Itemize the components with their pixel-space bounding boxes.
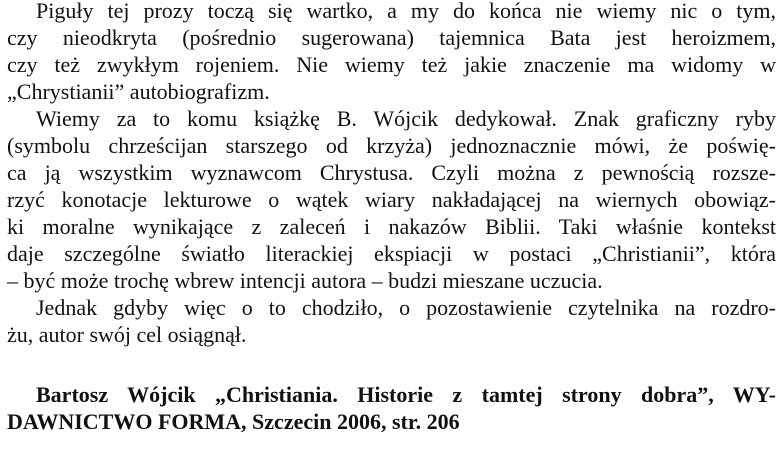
text-line: żu, autor swój cel osiągnął. xyxy=(7,322,247,347)
text-line: Jednak gdyby więc o to chodziło, o pozostawienie czytelnika na rozdro- xyxy=(36,295,776,320)
text-line: (symbolu chrześcijan starszego od krzyża) jednoznacznie mówi, że poświę- xyxy=(7,133,776,158)
text-line: „Chrystianii” autobiografizm. xyxy=(7,79,270,104)
text-line: ca ją wszystkim wyznawcom Chrystusa. Czyli można z pewnością rozsze- xyxy=(7,160,776,185)
text-line: rzyć konotacje lekturowe o wątek wiary nakładającej na wiernych obowiąz- xyxy=(7,187,776,212)
text-line: daje szczególne światło literackiej ekspiacji w postaci „Christianii”, która xyxy=(7,241,776,266)
text-line: czy nieodkryta (pośrednio sugerowana) tajemnica Bata jest heroizmem, xyxy=(7,25,776,50)
text-line: – być może trochę wbrew intencji autora – budzi mieszane uczucia. xyxy=(7,268,603,293)
text-line: Wiemy za to komu książkę B. Wójcik dedykował. Znak graficzny ryby xyxy=(36,106,776,131)
citation-line: Bartosz Wójcik „Christiania. Historie z tamtej strony dobra”, WY- xyxy=(36,382,776,407)
text-line: ki moralne wynikające z zaleceń i nakazów Biblii. Taki właśnie kontekst xyxy=(7,214,776,239)
citation-line: DAWNICTWO FORMA, Szczecin 2006, str. 206 xyxy=(7,409,460,434)
text-line: czy też zwykłym rojeniem. Nie wiemy też jakie znaczenie ma widomy w xyxy=(7,52,776,77)
text-line: Piguły tej prozy toczą się wartko, a my do końca nie wiemy nic o tym, xyxy=(36,0,776,23)
